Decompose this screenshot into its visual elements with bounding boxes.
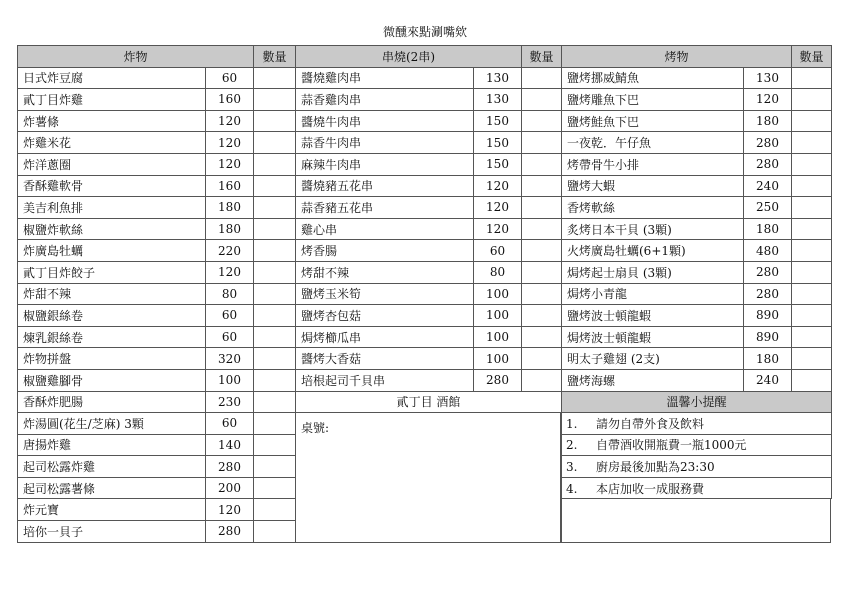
fried-header: 炸物 <box>18 46 254 68</box>
item-price: 120 <box>206 499 254 521</box>
item-price: 890 <box>744 326 792 348</box>
menu-row <box>18 67 296 89</box>
tip-number: 4. <box>566 481 578 496</box>
quantity-cell[interactable] <box>792 283 832 305</box>
menu-row <box>562 197 832 219</box>
item-name: 鹽烤大蝦 <box>562 175 744 197</box>
grilled-header: 烤物 <box>562 46 792 68</box>
menu-row <box>296 261 562 283</box>
item-price: 100 <box>474 305 522 327</box>
item-name: 培你一貝子 <box>18 521 206 543</box>
item-price: 60 <box>206 413 254 435</box>
quantity-cell[interactable] <box>792 218 832 240</box>
menu-row <box>18 240 296 262</box>
item-price: 60 <box>206 305 254 327</box>
quantity-cell[interactable] <box>792 326 832 348</box>
quantity-cell[interactable] <box>792 67 832 89</box>
menu-row <box>18 283 296 305</box>
quantity-cell[interactable] <box>254 413 296 435</box>
item-price: 130 <box>474 89 522 111</box>
skewer-menu-table <box>295 45 562 413</box>
quantity-cell[interactable] <box>254 175 296 197</box>
item-price: 120 <box>474 218 522 240</box>
menu-row <box>296 132 562 154</box>
item-price: 280 <box>744 283 792 305</box>
item-price: 250 <box>744 197 792 219</box>
item-price: 480 <box>744 240 792 262</box>
menu-row <box>18 348 296 370</box>
quantity-cell[interactable] <box>522 218 562 240</box>
quantity-cell[interactable] <box>254 391 296 413</box>
quantity-cell[interactable] <box>522 240 562 262</box>
menu-row <box>562 218 832 240</box>
quantity-cell[interactable] <box>792 89 832 111</box>
quantity-cell[interactable] <box>792 132 832 154</box>
item-price: 280 <box>474 369 522 391</box>
item-name: 美吉利魚排 <box>18 197 206 219</box>
item-name: 一夜乾．午仔魚 <box>562 132 744 154</box>
item-price: 890 <box>744 305 792 327</box>
qty-header: 數量 <box>522 46 562 68</box>
item-price: 120 <box>206 153 254 175</box>
quantity-cell[interactable] <box>522 197 562 219</box>
menu-row <box>562 283 832 305</box>
menu-row <box>18 456 296 478</box>
item-price: 120 <box>474 197 522 219</box>
menu-row <box>296 110 562 132</box>
item-price: 180 <box>744 110 792 132</box>
item-price: 60 <box>206 326 254 348</box>
skewers-header: 串燒(2串) <box>296 46 522 68</box>
tip-number: 2. <box>566 438 578 453</box>
item-price: 60 <box>474 240 522 262</box>
quantity-cell[interactable] <box>254 305 296 327</box>
item-name: 蒜香牛肉串 <box>296 132 474 154</box>
item-name: 鹽烤玉米筍 <box>296 283 474 305</box>
item-price: 140 <box>206 434 254 456</box>
menu-row <box>18 413 296 435</box>
quantity-cell[interactable] <box>792 305 832 327</box>
item-name: 椒鹽銀絲卷 <box>18 305 206 327</box>
item-name: 炸薯條 <box>18 110 206 132</box>
item-name: 火烤廣島牡蠣(6+1顆) <box>562 240 744 262</box>
quantity-cell[interactable] <box>522 153 562 175</box>
item-name: 唐揚炸雞 <box>18 434 206 456</box>
quantity-cell[interactable] <box>254 197 296 219</box>
item-name: 鹽烤鮭魚下巴 <box>562 110 744 132</box>
menu-row <box>18 521 296 543</box>
menu-row <box>18 369 296 391</box>
qty-header: 數量 <box>254 46 296 68</box>
quantity-cell[interactable] <box>254 521 296 543</box>
quantity-cell[interactable] <box>254 240 296 262</box>
item-name: 炸物拼盤 <box>18 348 206 370</box>
item-price: 320 <box>206 348 254 370</box>
tip-item <box>562 413 832 435</box>
menu-row <box>18 261 296 283</box>
tip-text: 本店加收一成服務費 <box>596 481 705 496</box>
item-name: 椒鹽炸軟絲 <box>18 218 206 240</box>
menu-row <box>18 153 296 175</box>
quantity-cell[interactable] <box>792 261 832 283</box>
quantity-cell[interactable] <box>792 240 832 262</box>
quantity-cell[interactable] <box>522 261 562 283</box>
menu-row <box>296 218 562 240</box>
tip-text: 廚房最後加點為23:30 <box>596 460 715 475</box>
bar-name-header: 貳丁目 酒館 <box>296 391 562 413</box>
menu-row <box>296 283 562 305</box>
item-name: 鹽烤波士頓龍蝦 <box>562 305 744 327</box>
menu-row <box>18 434 296 456</box>
tips-header: 溫馨小提醒 <box>562 391 832 413</box>
item-name: 炸元寶 <box>18 499 206 521</box>
item-name: 起司松露炸雞 <box>18 456 206 478</box>
item-price: 100 <box>474 348 522 370</box>
quantity-cell[interactable] <box>792 110 832 132</box>
menu-row <box>296 197 562 219</box>
item-name: 炙烤日本干貝 (3顆) <box>562 218 744 240</box>
item-name: 鹽烤杏包菇 <box>296 305 474 327</box>
quantity-cell[interactable] <box>254 67 296 89</box>
item-name: 焗烤小青龍 <box>562 283 744 305</box>
item-name: 焗烤櫛瓜串 <box>296 326 474 348</box>
quantity-cell[interactable] <box>254 348 296 370</box>
grilled-menu-table <box>561 45 832 499</box>
quantity-cell[interactable] <box>254 477 296 499</box>
item-name: 烤香腸 <box>296 240 474 262</box>
item-price: 130 <box>474 67 522 89</box>
item-name: 焗烤起士扇貝 (3顆) <box>562 261 744 283</box>
quantity-cell[interactable] <box>254 434 296 456</box>
tip-text: 請勿自帶外食及飲料 <box>596 416 705 431</box>
item-name: 烤甜不辣 <box>296 261 474 283</box>
item-price: 280 <box>744 261 792 283</box>
item-price: 80 <box>474 261 522 283</box>
item-name: 鹽烤海螺 <box>562 369 744 391</box>
quantity-cell[interactable] <box>522 175 562 197</box>
item-price: 230 <box>206 391 254 413</box>
menu-row <box>562 110 832 132</box>
quantity-cell[interactable] <box>522 369 562 391</box>
item-price: 180 <box>744 348 792 370</box>
item-price: 130 <box>744 67 792 89</box>
menu-row <box>562 240 832 262</box>
menu-row <box>18 477 296 499</box>
item-price: 120 <box>744 89 792 111</box>
quantity-cell[interactable] <box>792 153 832 175</box>
menu-row <box>296 153 562 175</box>
item-price: 150 <box>474 110 522 132</box>
menu-row <box>562 369 832 391</box>
item-price: 80 <box>206 283 254 305</box>
item-name: 醬燒牛肉串 <box>296 110 474 132</box>
quantity-cell[interactable] <box>522 326 562 348</box>
item-price: 100 <box>474 283 522 305</box>
item-price: 280 <box>744 153 792 175</box>
item-name: 蒜香雞肉串 <box>296 89 474 111</box>
fried-menu-table <box>17 45 296 543</box>
item-name: 鹽烤雕魚下巴 <box>562 89 744 111</box>
item-price: 280 <box>744 132 792 154</box>
menu-row <box>18 305 296 327</box>
item-name: 貳丁目炸餃子 <box>18 261 206 283</box>
quantity-cell[interactable] <box>254 153 296 175</box>
menu-row <box>18 110 296 132</box>
quantity-cell[interactable] <box>522 348 562 370</box>
item-name: 炸湯圓(花生/芝麻) 3顆 <box>18 413 206 435</box>
quantity-cell[interactable] <box>522 283 562 305</box>
menu-row <box>562 132 832 154</box>
menu-row <box>18 197 296 219</box>
menu-row <box>296 240 562 262</box>
tip-number: 3. <box>566 460 578 475</box>
menu-row <box>296 326 562 348</box>
tip-row <box>562 434 832 456</box>
item-name: 麻辣牛肉串 <box>296 153 474 175</box>
item-name: 炸廣島牡蠣 <box>18 240 206 262</box>
item-price: 120 <box>474 175 522 197</box>
quantity-cell[interactable] <box>792 348 832 370</box>
item-name: 椒鹽雞腳骨 <box>18 369 206 391</box>
tip-row <box>562 456 832 478</box>
menu-row <box>562 261 832 283</box>
quantity-cell[interactable] <box>792 175 832 197</box>
menu-row <box>296 369 562 391</box>
item-name: 炸雞米花 <box>18 132 206 154</box>
item-price: 240 <box>744 175 792 197</box>
menu-row <box>562 326 832 348</box>
menu-row <box>562 348 832 370</box>
item-name: 煉乳銀絲卷 <box>18 326 206 348</box>
quantity-cell[interactable] <box>254 261 296 283</box>
quantity-cell[interactable] <box>522 132 562 154</box>
tip-number: 1. <box>566 416 578 431</box>
item-name: 起司松露薯條 <box>18 477 206 499</box>
menu-row <box>562 175 832 197</box>
quantity-cell[interactable] <box>792 369 832 391</box>
quantity-cell[interactable] <box>254 369 296 391</box>
item-name: 醬燒豬五花串 <box>296 175 474 197</box>
item-price: 120 <box>206 261 254 283</box>
item-price: 100 <box>206 369 254 391</box>
item-name: 日式炸豆腐 <box>18 67 206 89</box>
quantity-cell[interactable] <box>254 218 296 240</box>
item-price: 180 <box>744 218 792 240</box>
item-name: 香酥炸肥腸 <box>18 391 206 413</box>
tip-row <box>562 413 832 435</box>
quantity-cell[interactable] <box>522 89 562 111</box>
item-price: 180 <box>206 218 254 240</box>
item-price: 160 <box>206 175 254 197</box>
item-name: 炸甜不辣 <box>18 283 206 305</box>
menu-row <box>296 348 562 370</box>
item-price: 150 <box>474 132 522 154</box>
quantity-cell[interactable] <box>792 197 832 219</box>
page-title: 微醺來點涮嘴欸 <box>382 25 467 39</box>
item-price: 200 <box>206 477 254 499</box>
menu-row <box>18 132 296 154</box>
tip-item <box>562 477 832 499</box>
item-name: 焗烤波士頓龍蝦 <box>562 326 744 348</box>
menu-row <box>562 153 832 175</box>
menu-row <box>296 89 562 111</box>
quantity-cell[interactable] <box>254 456 296 478</box>
item-price: 220 <box>206 240 254 262</box>
menu-row <box>18 391 296 413</box>
quantity-cell[interactable] <box>254 499 296 521</box>
item-price: 120 <box>206 110 254 132</box>
item-price: 160 <box>206 89 254 111</box>
table-number-box[interactable] <box>295 413 561 543</box>
quantity-cell[interactable] <box>254 89 296 111</box>
menu-row <box>562 305 832 327</box>
quantity-cell[interactable] <box>522 305 562 327</box>
item-name: 醬烤大香菇 <box>296 348 474 370</box>
item-price: 150 <box>474 153 522 175</box>
quantity-cell[interactable] <box>522 67 562 89</box>
item-name: 醬燒雞肉串 <box>296 67 474 89</box>
tip-item <box>562 456 832 478</box>
menu-row <box>296 175 562 197</box>
item-name: 明太子雞翅 (2支) <box>562 348 744 370</box>
tip-row <box>562 477 832 499</box>
quantity-cell[interactable] <box>254 326 296 348</box>
menu-row <box>18 218 296 240</box>
menu-row <box>18 175 296 197</box>
menu-row <box>562 89 832 111</box>
item-name: 蒜香豬五花串 <box>296 197 474 219</box>
table-number-label: 桌號: <box>301 421 330 435</box>
item-price: 280 <box>206 521 254 543</box>
item-name: 炸洋蔥圈 <box>18 153 206 175</box>
item-price: 60 <box>206 67 254 89</box>
qty-header: 數量 <box>792 46 832 68</box>
menu-row <box>562 67 832 89</box>
item-name: 培根起司千貝串 <box>296 369 474 391</box>
item-name: 雞心串 <box>296 218 474 240</box>
item-name: 鹽烤挪威鯖魚 <box>562 67 744 89</box>
menu-row <box>18 326 296 348</box>
menu-row <box>296 305 562 327</box>
menu-row <box>18 89 296 111</box>
tip-text: 自帶酒收開瓶費一瓶1000元 <box>596 438 747 453</box>
item-name: 烤帶骨牛小排 <box>562 153 744 175</box>
item-price: 100 <box>474 326 522 348</box>
item-name: 貳丁目炸雞 <box>18 89 206 111</box>
tips-blank-area <box>561 499 831 543</box>
quantity-cell[interactable] <box>254 110 296 132</box>
item-name: 香烤軟絲 <box>562 197 744 219</box>
tip-item <box>562 434 832 456</box>
item-name: 香酥雞軟骨 <box>18 175 206 197</box>
quantity-cell[interactable] <box>254 132 296 154</box>
item-price: 280 <box>206 456 254 478</box>
quantity-cell[interactable] <box>522 110 562 132</box>
menu-row <box>296 67 562 89</box>
item-price: 240 <box>744 369 792 391</box>
item-price: 120 <box>206 132 254 154</box>
item-price: 180 <box>206 197 254 219</box>
quantity-cell[interactable] <box>254 283 296 305</box>
menu-row <box>18 499 296 521</box>
